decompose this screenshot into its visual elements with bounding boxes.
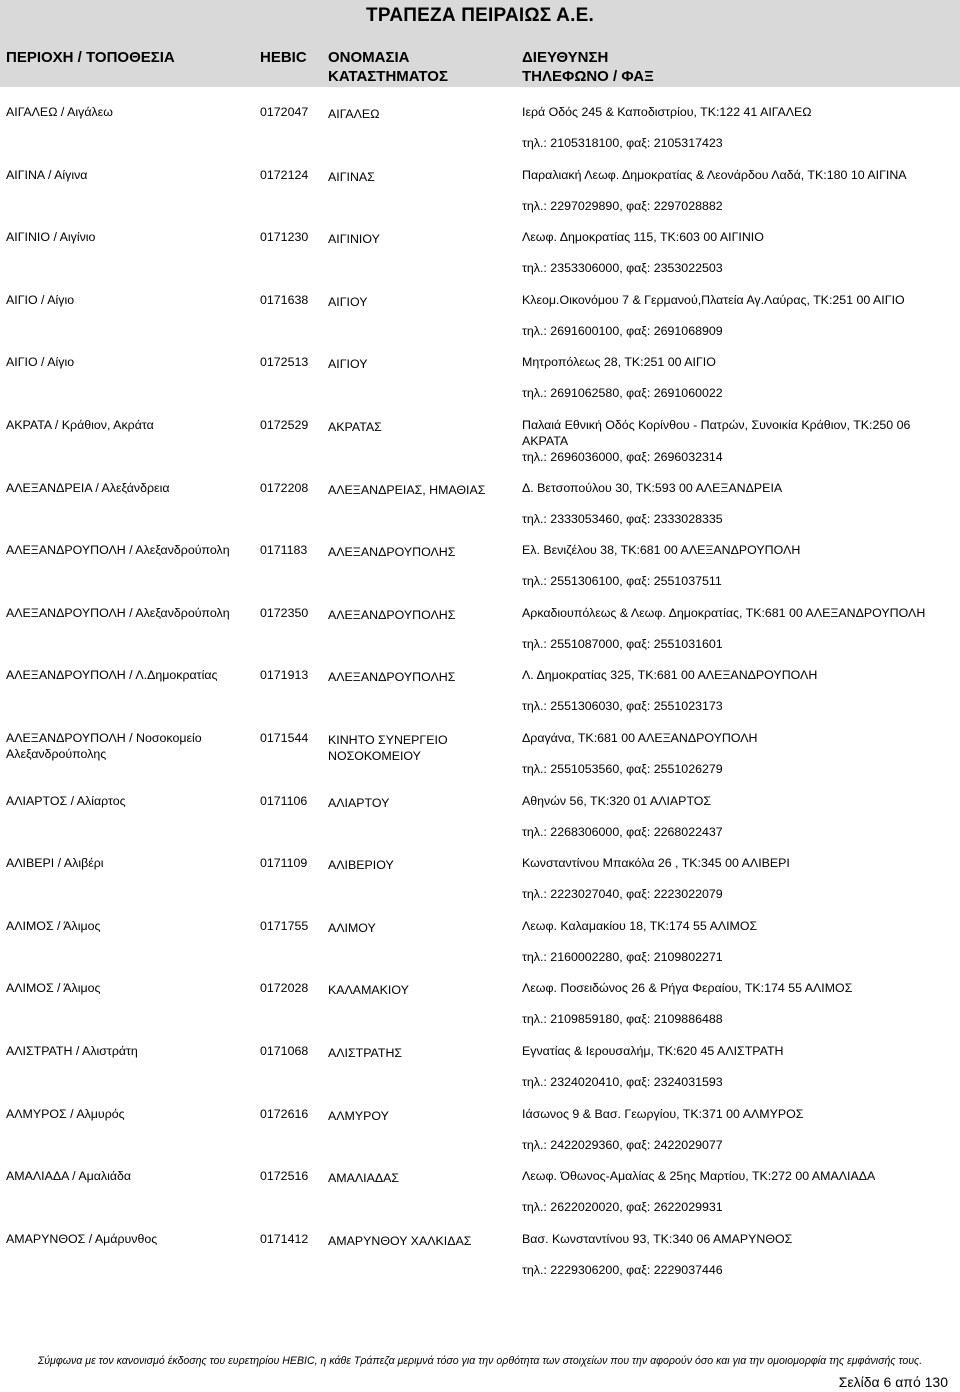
table-row <box>0 474 960 536</box>
row-hebic: 0172208 <box>260 480 309 495</box>
row-address: Βασ. Κωνσταντίνου 93, ΤΚ:340 06 ΑΜΑΡΥΝΘΟΣ <box>522 1231 793 1246</box>
row-hebic: 0171068 <box>260 1044 309 1058</box>
row-phone-fax: τηλ.: 2333053460, φαξ: 2333028335 <box>522 511 723 526</box>
row-hebic: 0171638 <box>260 292 309 307</box>
row-area: ΑΛΕΞΑΝΔΡΟΥΠΟΛΗ / Νοσοκομείο Αλεξανδρούπολης <box>6 731 202 761</box>
row-branch-name: ΑΛΙΑΡΤΟΥ <box>328 795 390 810</box>
row-branch-name: ΚΙΝΗΤΟ ΣΥΝΕΡΓΕΙΟ ΝΟΣΟΚΟΜΕΙΟΥ <box>328 733 448 763</box>
table-row <box>0 161 960 223</box>
row-phone-fax: τηλ.: 2691600100, φαξ: 2691068909 <box>522 323 723 338</box>
row-phone-fax: τηλ.: 2691062580, φαξ: 2691060022 <box>522 386 723 401</box>
footnote: Σύμφωνα με τον κανονισμό έκδοσης του ευρετηρίου HEBIC, η κάθε Τράπεζα μεριμνά τόσο για την ορθότητα των στοιχείων που την αφορούν όσο και για την ομοιομορφία της εμφάνισής τους. <box>37 1355 923 1367</box>
row-phone-fax: τηλ.: 2109859180, φαξ: 2109886488 <box>522 1012 723 1027</box>
row-area: ΑΚΡΑΤΑ / Κράθιον, Ακράτα <box>6 418 154 432</box>
row-address: Παραλιακή Λεωφ. Δημοκρατίας & Λεονάρδου Λαδά, ΤΚ:180 10 ΑΙΓΙΝΑ <box>522 167 907 182</box>
row-address: Παλαιά Εθνική Οδός Κορίνθου - Πατρών, Συνοικία Κράθιον, ΤΚ:250 06 ΑΚΡΑΤΑ <box>522 418 911 448</box>
row-phone-fax: τηλ.: 2297029890, φαξ: 2297028882 <box>522 198 723 213</box>
row-area: ΑΙΓΙΝΑ / Αίγινα <box>6 167 88 182</box>
row-area: ΑΙΓΙΟ / Αίγιο <box>6 355 75 370</box>
row-hebic: 0171913 <box>260 668 309 683</box>
row-branch-name: ΑΛΙΣΤΡΑΤΗΣ <box>328 1046 403 1060</box>
table-row <box>0 1162 960 1224</box>
row-address: Λ. Δημοκρατίας 325, ΤΚ:681 00 ΑΛΕΞΑΝΔΡΟΥΠΟΛΗ <box>522 668 818 683</box>
document-title: ΤΡΑΠΕΖΑ ΠΕΙΡΑΙΩΣ Α.Ε. <box>366 5 594 26</box>
row-hebic: 0171106 <box>260 793 308 808</box>
row-area: ΑΜΑΡΥΝΘΟΣ / Αμάρυνθος <box>6 1231 158 1246</box>
row-address: Λεωφ. Ποσειδώνος 26 & Ρήγα Φεραίου, ΤΚ:174 55 ΑΛΙΜΟΣ <box>522 981 853 996</box>
row-hebic: 0172350 <box>260 605 309 620</box>
row-area: ΑΛΕΞΑΝΔΡΟΥΠΟΛΗ / Αλεξανδρούπολη <box>6 543 230 558</box>
table-row <box>0 1037 960 1099</box>
header-address-line1: ΔΙΕΥΘΥΝΣΗ <box>522 49 609 66</box>
row-branch-name: ΑΙΓΑΛΕΩ <box>328 107 380 121</box>
header-branch-line1: ΟΝΟΜΑΣΙΑ <box>328 49 410 66</box>
row-phone-fax: τηλ.: 2551306030, φαξ: 2551023173 <box>522 699 723 714</box>
row-branch-name: ΑΙΓΙΝΑΣ <box>328 169 375 184</box>
header-address <box>522 48 654 86</box>
row-branch-name: ΑΛΙΒΕΡΙΟΥ <box>328 858 394 873</box>
row-address: Δραγάνα, ΤΚ:681 00 ΑΛΕΞΑΝΔΡΟΥΠΟΛΗ <box>522 731 758 745</box>
table-row <box>0 1100 960 1162</box>
row-branch-name: ΑΛΕΞΑΝΔΡΟΥΠΟΛΗΣ <box>328 670 456 685</box>
row-area: ΑΛΙΜΟΣ / Άλιμος <box>6 981 101 996</box>
table-row <box>0 787 960 849</box>
row-hebic: 0172616 <box>260 1106 309 1121</box>
row-branch-name: ΑΜΑΛΙΑΔΑΣ <box>328 1171 400 1186</box>
row-hebic: 0172047 <box>260 105 309 119</box>
row-address: Αρκαδιουπόλεως & Λεωφ. Δημοκρατίας, ΤΚ:681 00 ΑΛΕΞΑΝΔΡΟΥΠΟΛΗ <box>522 605 926 620</box>
row-area: ΑΙΓΙΟ / Αίγιο <box>6 292 75 307</box>
row-branch-name: ΑΙΓΙΟΥ <box>328 357 368 372</box>
table-row <box>0 599 960 661</box>
row-branch-name: ΑΛΙΜΟΥ <box>328 920 376 935</box>
row-phone-fax: τηλ.: 2696036000, φαξ: 2696032314 <box>522 450 723 464</box>
table-row <box>0 974 960 1036</box>
row-area: ΑΛΕΞΑΝΔΡΟΥΠΟΛΗ / Λ.Δημοκρατίας <box>6 668 218 683</box>
row-branch-name: ΑΛΕΞΑΝΔΡΕΙΑΣ, ΗΜΑΘΙΑΣ <box>328 482 486 497</box>
row-address: Ιερά Οδός 245 & Καποδιστρίου, ΤΚ:122 41 ΑΙΓΑΛΕΩ <box>522 105 812 119</box>
row-branch-name: ΑΛΕΞΑΝΔΡΟΥΠΟΛΗΣ <box>328 607 456 622</box>
row-hebic: 0171183 <box>260 543 308 558</box>
row-address: Δ. Βετσοπούλου 30, ΤΚ:593 00 ΑΛΕΞΑΝΔΡΕΙΑ <box>522 480 783 495</box>
row-phone-fax: τηλ.: 2551306100, φαξ: 2551037511 <box>522 574 722 589</box>
header-branch <box>328 48 448 86</box>
row-address: Ελ. Βενιζέλου 38, ΤΚ:681 00 ΑΛΕΞΑΝΔΡΟΥΠΟΛΗ <box>522 543 801 558</box>
row-address: Λεωφ. Όθωνος-Αμαλίας & 25ης Μαρτίου, ΤΚ:272 00 ΑΜΑΛΙΑΔΑ <box>522 1169 876 1184</box>
row-address: Λεωφ. Δημοκρατίας 115, ΤΚ:603 00 ΑΙΓΙΝΙΟ <box>522 230 764 245</box>
row-branch-name: ΑΙΓΙΝΙΟΥ <box>328 232 380 247</box>
table-row <box>0 849 960 911</box>
header-area <box>6 48 175 67</box>
row-hebic: 0171544 <box>260 731 309 745</box>
row-phone-fax: τηλ.: 2160002280, φαξ: 2109802271 <box>522 949 723 964</box>
row-area: ΑΜΑΛΙΑΔΑ / Αμαλιάδα <box>6 1169 132 1184</box>
row-phone-fax: τηλ.: 2268306000, φαξ: 2268022437 <box>522 824 723 839</box>
table-row <box>0 223 960 285</box>
row-hebic: 0171230 <box>260 230 309 245</box>
row-phone-fax: τηλ.: 2229306200, φαξ: 2229037446 <box>522 1262 723 1277</box>
row-phone-fax: τηλ.: 2551087000, φαξ: 2551031601 <box>522 636 723 651</box>
row-phone-fax: τηλ.: 2223027040, φαξ: 2223022079 <box>522 887 723 902</box>
row-phone-fax: τηλ.: 2353306000, φαξ: 2353022503 <box>522 261 723 276</box>
table-row <box>0 536 960 598</box>
row-address: Κλεομ.Οικονόμου 7 & Γερμανού,Πλατεία Αγ.Λαύρας, ΤΚ:251 00 ΑΙΓΙΟ <box>522 292 905 307</box>
row-area: ΑΛΕΞΑΝΔΡΟΥΠΟΛΗ / Αλεξανδρούπολη <box>6 605 230 620</box>
row-hebic: 0172028 <box>260 981 309 996</box>
header-address-line2: ΤΗΛΕΦΩΝΟ / ΦΑΞ <box>522 68 654 85</box>
row-hebic: 0172124 <box>260 167 309 182</box>
row-hebic: 0171412 <box>260 1231 309 1246</box>
row-address: Μητροπόλεως 28, ΤΚ:251 00 ΑΙΓΙΟ <box>522 355 716 370</box>
row-area: ΑΛΜΥΡΟΣ / Αλμυρός <box>6 1106 125 1121</box>
row-phone-fax: τηλ.: 2324020410, φαξ: 2324031593 <box>522 1075 723 1089</box>
row-address: Κωνσταντίνου Μπακόλα 26 , ΤΚ:345 00 ΑΛΙΒΕΡΙ <box>522 856 790 871</box>
row-address: Λεωφ. Καλαμακίου 18, ΤΚ:174 55 ΑΛΙΜΟΣ <box>522 918 758 933</box>
row-branch-name: ΑΜΑΡΥΝΘΟΥ ΧΑΛΚΙΔΑΣ <box>328 1233 472 1248</box>
table-row <box>0 724 960 786</box>
row-branch-name: ΚΑΛΑΜΑΚΙΟΥ <box>328 983 409 998</box>
table-row <box>0 661 960 723</box>
row-area: ΑΛΙΜΟΣ / Άλιμος <box>6 918 101 933</box>
row-address: Αθηνών 56, ΤΚ:320 01 ΑΛΙΑΡΤΟΣ <box>522 793 712 808</box>
header-hebic-label: HEBIC <box>260 49 307 66</box>
row-address: Εγνατίας & Ιερουσαλήμ, ΤΚ:620 45 ΑΛΙΣΤΡΑΤΗ <box>522 1044 784 1058</box>
row-area: ΑΛΙΑΡΤΟΣ / Αλίαρτος <box>6 793 126 808</box>
row-hebic: 0171109 <box>260 856 308 871</box>
table-row <box>0 411 960 473</box>
table-row <box>0 1225 960 1287</box>
header-area-label: ΠΕΡΙΟΧΗ / ΤΟΠΟΘΕΣΙΑ <box>6 49 175 66</box>
row-hebic: 0172516 <box>260 1169 309 1184</box>
table-row <box>0 286 960 348</box>
row-hebic: 0171755 <box>260 918 309 933</box>
row-branch-name: ΑΛΕΞΑΝΔΡΟΥΠΟΛΗΣ <box>328 545 456 560</box>
row-branch-name: ΑΚΡΑΤΑΣ <box>328 420 382 434</box>
row-hebic: 0172529 <box>260 418 309 432</box>
row-area: ΑΛΕΞΑΝΔΡΕΙΑ / Αλεξάνδρεια <box>6 480 170 495</box>
row-phone-fax: τηλ.: 2622020020, φαξ: 2622029931 <box>522 1200 723 1215</box>
row-area: ΑΛΙΣΤΡΑΤΗ / Αλιστράτη <box>6 1044 138 1058</box>
row-area: ΑΛΙΒΕΡΙ / Αλιβέρι <box>6 856 104 871</box>
table-row <box>0 348 960 410</box>
row-phone-fax: τηλ.: 2422029360, φαξ: 2422029077 <box>522 1137 723 1152</box>
table-row <box>0 912 960 974</box>
row-branch-name: ΑΙΓΙΟΥ <box>328 294 368 309</box>
row-phone-fax: τηλ.: 2105318100, φαξ: 2105317423 <box>522 136 723 150</box>
row-area: ΑΙΓΑΛΕΩ / Αιγάλεω <box>6 105 113 119</box>
row-branch-name: ΑΛΜΥΡΟΥ <box>328 1108 389 1123</box>
row-area: ΑΙΓΙΝΙΟ / Αιγίνιο <box>6 230 96 245</box>
row-address: Ιάσωνος 9 & Βασ. Γεωργίου, ΤΚ:371 00 ΑΛΜΥΡΟΣ <box>522 1106 804 1121</box>
page-number: Σελίδα 6 από 130 <box>838 1374 948 1390</box>
table-row <box>0 98 960 160</box>
row-phone-fax: τηλ.: 2551053560, φαξ: 2551026279 <box>522 762 723 776</box>
header-hebic <box>260 48 307 67</box>
row-hebic: 0172513 <box>260 355 309 370</box>
header-branch-line2: ΚΑΤΑΣΤΗΜΑΤΟΣ <box>328 68 448 85</box>
